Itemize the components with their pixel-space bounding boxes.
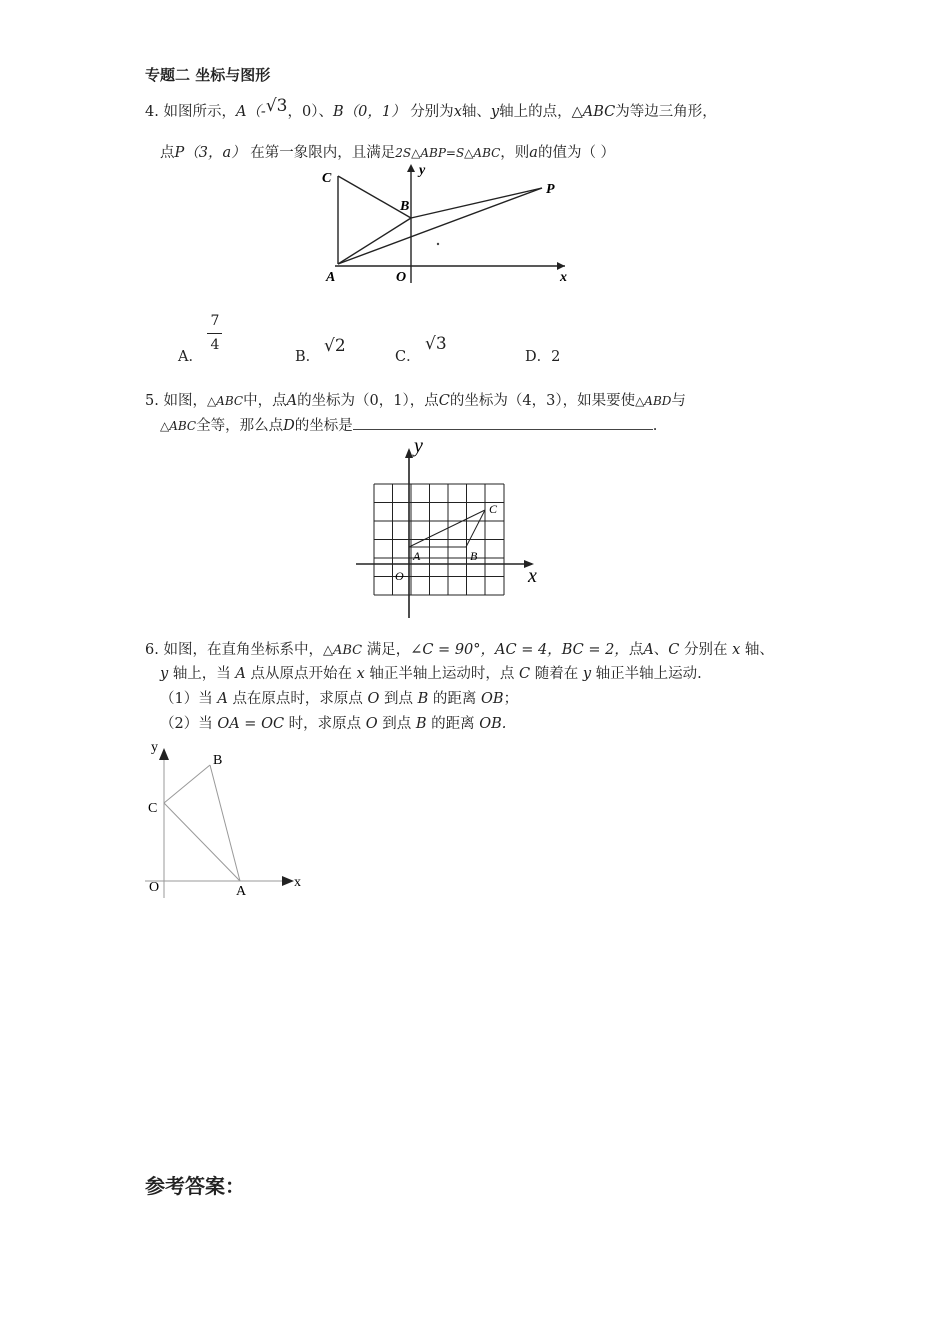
q4-text: 轴上的点， (499, 104, 572, 120)
q6-sub2-ob: OB. (479, 716, 507, 732)
q5-text: . (652, 418, 658, 434)
q4-label-c: C (322, 171, 332, 186)
q4-point-a: A（- (235, 104, 266, 120)
q6-segment-cb (164, 765, 210, 803)
q6-label-y: y (151, 740, 158, 755)
q6-label-b: B (213, 753, 223, 768)
q4-option-a-label: A． (178, 349, 203, 365)
q6-label-c: C (148, 801, 158, 816)
q4-area-formula: 2S△ABP=S△ABC (395, 146, 501, 160)
q6-line2 (160, 662, 702, 683)
q6-x-var: x (732, 642, 741, 658)
q5-triangle-abd: △ABD (635, 394, 672, 408)
q4-label-b: B (400, 199, 410, 214)
q6-y-var-2: y (582, 666, 592, 682)
q6-bc: BC = 2， (561, 642, 629, 658)
q6-sub2-b: B (415, 716, 427, 732)
q4-point-b: B（0，1） (332, 104, 406, 120)
q4-text: 点 (160, 145, 175, 161)
q5-text: 中，点 (243, 393, 287, 409)
q6-point-c-2: C (519, 666, 531, 682)
q5-label-x: x (528, 565, 537, 587)
q4-option-b-label: B． (295, 349, 321, 365)
q5-y-arrow (405, 448, 413, 458)
q6-point-a: A (643, 642, 654, 658)
q6-angle: ∠C = 90°， (410, 642, 496, 658)
q6-x-arrow (282, 876, 294, 886)
q6-text: 轴、 (744, 642, 774, 658)
q4-option-b-value: √2 (324, 336, 346, 356)
q4-x-arrow (557, 262, 565, 270)
q4-triangle-abc: △ABC (571, 104, 616, 120)
q6-text: 点 (628, 642, 644, 658)
q4-figure (310, 158, 590, 288)
q6-text: 分别在 (684, 642, 728, 658)
q4-text: ，0）、 (287, 104, 333, 120)
q4-text: ，则 (500, 145, 530, 161)
q6-subquestion-1 (160, 687, 518, 708)
q4-text: 的值为（ ） (537, 145, 616, 161)
q6-y-var: y (160, 666, 169, 682)
q5-line1 (145, 389, 686, 410)
q5-figure (350, 430, 550, 622)
q6-text: 到点 (384, 691, 414, 707)
q6-sub1-b: B (417, 691, 429, 707)
q6-label-a: A (236, 884, 247, 899)
q6-sub2-o: O (365, 716, 378, 732)
q5-label-y: y (414, 435, 423, 457)
q6-point-c: C (668, 642, 680, 658)
q4-label-o: O (396, 270, 407, 285)
q4-label-a: A (326, 270, 336, 285)
q4-label-x: x (560, 270, 567, 285)
q4-text: 如图所示， (163, 104, 236, 120)
q4-option-c-value: √3 (425, 334, 447, 354)
q4-number: 4. (145, 104, 159, 120)
q4-segment-bp (411, 188, 542, 218)
q5-point-d: D (283, 418, 295, 434)
section-title: 专题二 坐标与图形 (145, 66, 271, 84)
q6-text: 轴上，当 (172, 666, 231, 682)
q5-text: 与 (671, 393, 686, 409)
q5-point-a: A (286, 393, 298, 409)
q6-text: 点从原点开始在 (250, 666, 353, 682)
q5-number: 5. (145, 393, 159, 409)
q6-text: 到点 (382, 716, 412, 732)
q4-sqrt3: √3 (265, 96, 288, 116)
q5-point-c: C (438, 393, 450, 409)
q5-label-o: O (395, 569, 404, 583)
q6-segment-ba (210, 765, 240, 881)
q5-grid (374, 484, 504, 595)
q5-text: 全等，那么点 (196, 418, 284, 434)
q4-text: 轴、 (461, 104, 491, 120)
q6-text: 时，求原点 (288, 716, 362, 732)
q6-ac: AC = 4， (495, 642, 562, 658)
q6-sub1-ob: OB (481, 691, 504, 707)
q6-subquestion-2 (160, 712, 506, 733)
q4-option-a-denominator: 4 (210, 337, 220, 353)
q4-line1 (145, 96, 717, 121)
q6-sub2-eq: OA = OC (217, 716, 285, 732)
q6-text: 的距离 (432, 691, 477, 707)
q6-text: 点在原点时，求原点 (232, 691, 363, 707)
q6-text: （2）当 (160, 716, 213, 732)
q6-text: 的距离 (431, 716, 475, 732)
q4-a-var: a (529, 145, 538, 161)
q4-y-var: y (490, 104, 500, 120)
q6-text: 满足， (366, 642, 411, 658)
q5-text: 的坐标是 (294, 418, 353, 434)
q6-figure (140, 733, 320, 903)
q4-option-c-label: C． (395, 349, 421, 365)
q6-label-x: x (294, 875, 301, 890)
answer-heading: 参考答案： (145, 1174, 245, 1198)
q4-y-arrow (407, 164, 415, 172)
q4-x-var: x (453, 104, 462, 120)
q4-text: 分别为 (410, 104, 454, 120)
q4-option-a-numerator: 7 (210, 313, 220, 329)
q5-label-b: B (470, 549, 478, 563)
q6-text: 如图，在直角坐标系中， (163, 642, 323, 658)
q6-x-var-2: x (356, 666, 365, 682)
q6-line1 (145, 638, 774, 659)
q5-triangle-abc: △ABC (206, 394, 244, 408)
q4-point-p: P（3，a） (174, 145, 246, 161)
q6-y-arrow (159, 748, 169, 760)
q6-point-a-2: A (235, 666, 246, 682)
q6-text: （1）当 (160, 691, 213, 707)
q4-text: 为等边三角形， (615, 104, 717, 120)
q6-text: 、 (653, 642, 669, 658)
q6-number: 6. (145, 642, 159, 658)
q4-text: 在第一象限内，且满足 (250, 145, 396, 161)
q4-dot (437, 243, 439, 245)
q6-label-o: O (149, 880, 160, 895)
q5-text: 如图， (163, 393, 207, 409)
q4-segment-ap (338, 188, 542, 264)
q5-label-a: A (413, 549, 421, 563)
q5-triangle-abc-2: △ABC (160, 419, 197, 433)
q6-segment-ca (164, 803, 240, 881)
q5-segment-bc (466, 510, 485, 547)
q6-triangle-abc: △ABC (322, 643, 363, 658)
q6-sub1-o: O (367, 691, 380, 707)
q4-option-d: D．2 (525, 349, 561, 365)
q5-label-c: C (489, 502, 498, 516)
q6-text: ； (503, 691, 519, 707)
q6-text: 随着在 (534, 666, 579, 682)
q6-text: 轴正半轴上运动时，点 (369, 666, 515, 682)
q5-segment-ac (409, 510, 485, 547)
q6-text: 轴正半轴上运动. (595, 666, 702, 682)
q5-text: 的坐标为（0，1），点 (297, 393, 439, 409)
q4-label-p: P (546, 182, 555, 197)
q6-sub1-a: A (217, 691, 228, 707)
q5-text: 的坐标为（4，3），如果要使 (449, 393, 636, 409)
q4-label-y: y (419, 163, 426, 178)
q4-option-a-fraction-bar (207, 333, 222, 334)
